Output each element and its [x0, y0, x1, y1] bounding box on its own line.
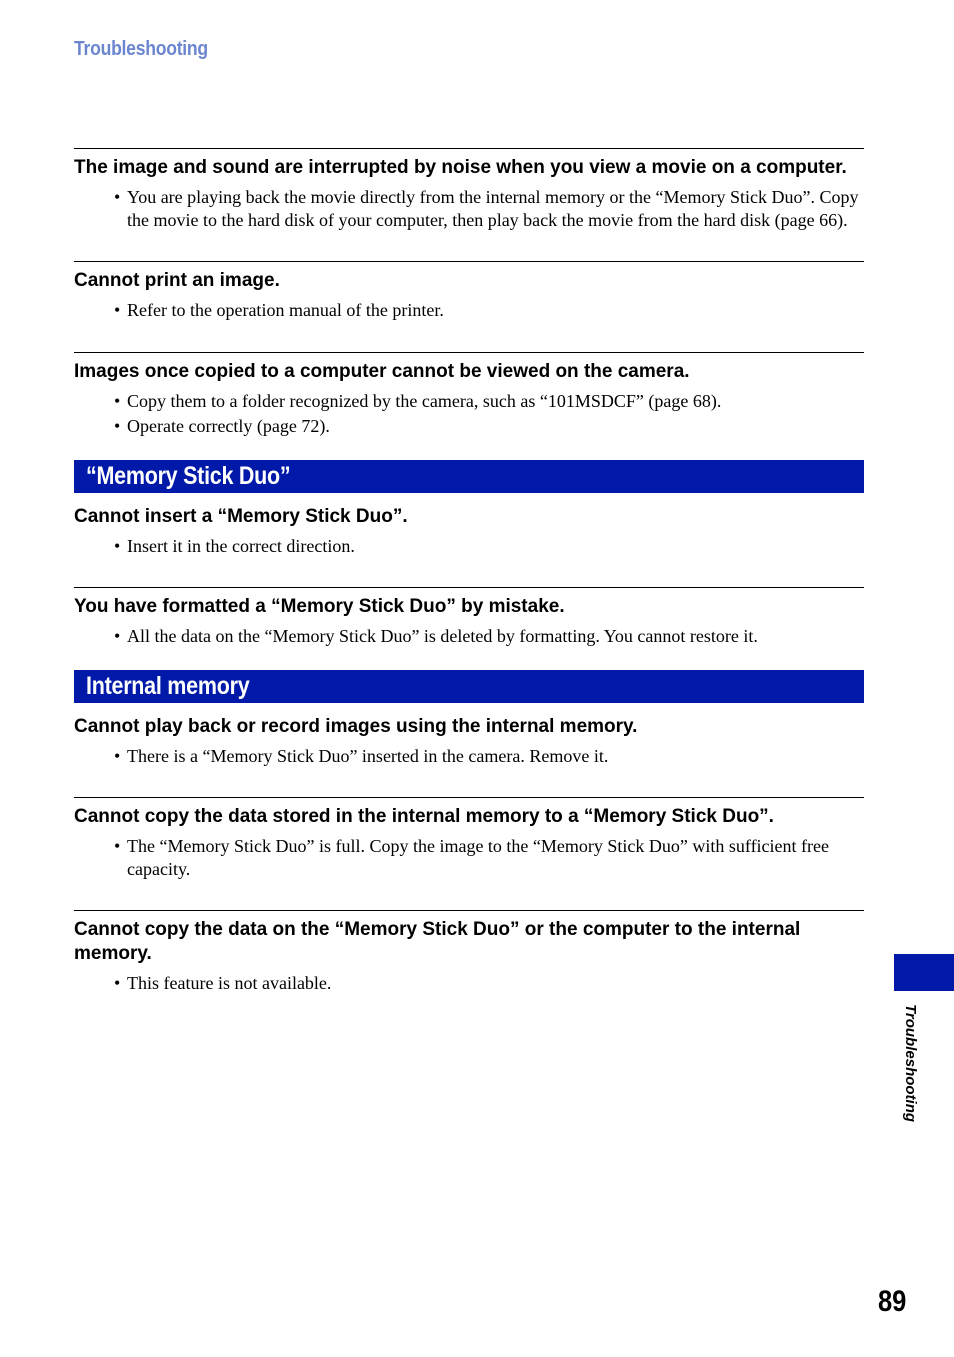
bullet-list — [74, 835, 864, 880]
bullet-list — [74, 390, 864, 438]
entry-images-not-viewed — [74, 352, 864, 458]
entry-cannot-print — [74, 261, 864, 352]
entry-cannot-copy-to-stick — [74, 797, 864, 910]
bullet-item: • The “Memory Stick Duo” is full. Copy the image to the “Memory Stick Duo” with sufficient free capacity. — [114, 835, 864, 880]
side-tab-marker — [894, 954, 954, 991]
bullet-list — [74, 535, 864, 558]
entry-cannot-insert — [74, 493, 864, 588]
entry-title: Cannot copy the data stored in the internal memory to a “Memory Stick Duo”. — [74, 806, 774, 827]
bullet-list — [74, 745, 864, 768]
bullet-item: • There is a “Memory Stick Duo” inserted in the camera. Remove it. — [114, 745, 864, 768]
entry-title: Cannot play back or record images using the internal memory. — [74, 715, 638, 737]
bullet-item: • All the data on the “Memory Stick Duo” is deleted by formatting. You cannot restore it. — [114, 625, 864, 648]
section-header-label: Internal memory — [86, 671, 250, 700]
section-header-label: “Memory Stick Duo” — [86, 461, 291, 490]
bullet-item: • Insert it in the correct direction. — [114, 535, 864, 558]
entry-title: Images once copied to a computer cannot be viewed on the camera. — [74, 360, 690, 382]
bullet-list — [74, 186, 864, 231]
page-number: 89 — [878, 1285, 907, 1318]
bullet-item: • Operate correctly (page 72). — [114, 415, 864, 438]
entry-title: Cannot insert a “Memory Stick Duo”. — [74, 505, 408, 527]
entry-movie-noise — [74, 148, 864, 261]
entry-cannot-copy-to-internal — [74, 910, 864, 1025]
bullet-item: • Refer to the operation manual of the printer. — [114, 299, 864, 322]
running-head: Troubleshooting — [74, 38, 208, 60]
side-tab-label: Troubleshooting — [902, 1004, 919, 1123]
bullet-item: • This feature is not available. — [114, 972, 864, 995]
bullet-item: • Copy them to a folder recognized by the camera, such as “101MSDCF” (page 68). — [114, 390, 864, 413]
section-header-internal-memory — [74, 670, 864, 703]
entry-title: Cannot copy the data on the “Memory Stick Duo” or the computer to the internal memory. — [74, 919, 801, 964]
entry-title: The image and sound are interrupted by noise when you view a movie on a computer. — [74, 157, 847, 178]
entry-formatted-by-mistake — [74, 587, 864, 668]
bullet-list — [74, 972, 864, 995]
page-content — [74, 148, 864, 1025]
entry-cannot-play-record — [74, 703, 864, 798]
bullet-list — [74, 625, 864, 648]
bullet-item: • You are playing back the movie directly from the internal memory or the “Memory Stick Duo”. Copy the movie to the hard disk of your computer, then play back the movie from the hard disk (page 66). — [114, 186, 864, 231]
entry-title: You have formatted a “Memory Stick Duo” by mistake. — [74, 596, 565, 617]
entry-title: Cannot print an image. — [74, 270, 280, 291]
bullet-list — [74, 299, 864, 322]
section-header-memory-stick — [74, 460, 864, 493]
